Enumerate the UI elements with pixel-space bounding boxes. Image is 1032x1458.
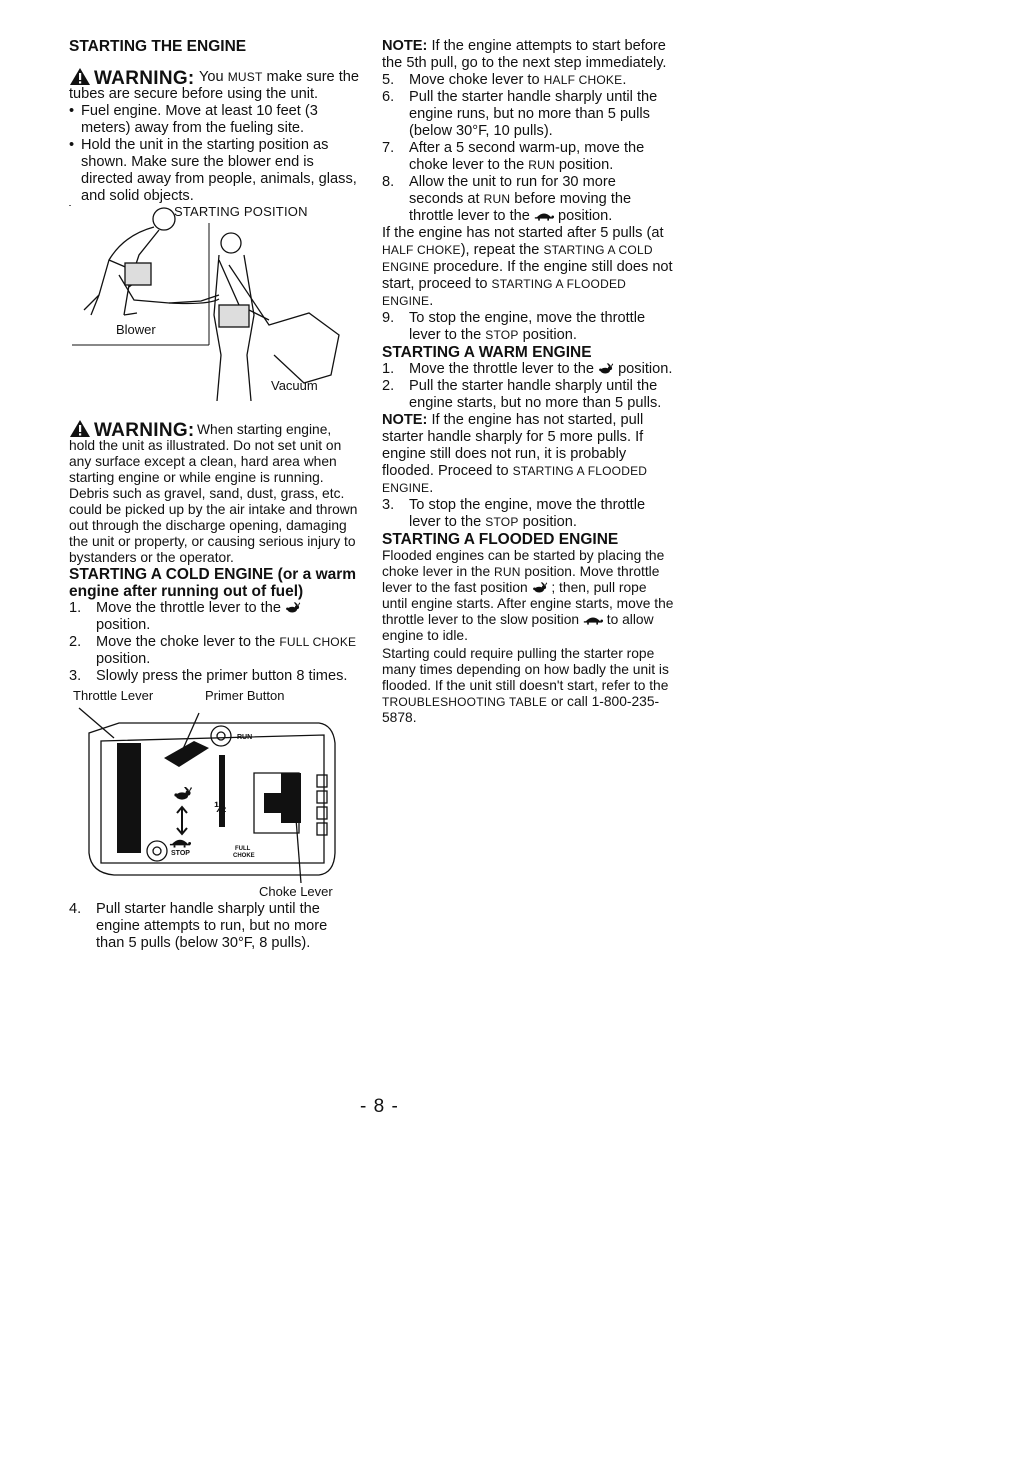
turtle-slow-icon (534, 211, 554, 221)
rabbit-fast-icon (285, 602, 301, 614)
heading-starting-engine: STARTING THE ENGINE (69, 38, 247, 55)
rabbit-fast-icon (598, 363, 614, 375)
cold-steps (69, 600, 359, 685)
throttle-lever-caption: Throttle Lever (73, 688, 154, 703)
list-item: • Fuel engine. Move at least 10 feet (3 meters) away from the fueling site. (69, 103, 359, 137)
list-item: 8. Allow the unit to run for 30 more seconds at RUN before moving the throttle lever to the position. (382, 174, 632, 224)
warning-label: WARNING: (94, 68, 195, 89)
heading-flooded-engine: STARTING A FLOODED ENGINE (382, 531, 619, 548)
list-item: 6. Pull the starter handle sharply until the engine runs, but no more than 5 pulls (below 30°F, 10 pulls). (382, 89, 658, 139)
warning1-text: You MUST make sure the tubes are secure before using the unit. (69, 69, 360, 102)
figure-title: STARTING POSITION (174, 204, 308, 219)
warning-triangle-icon (69, 419, 91, 438)
heading-cold-engine: STARTING A COLD ENGINE (or a warm engine after running out of fuel) (69, 566, 357, 600)
half-label: ½ (214, 799, 227, 816)
choke-label: CHOKE (233, 853, 255, 859)
run-label: RUN (237, 734, 253, 741)
list-item: 3. Slowly press the primer button 8 times. (69, 668, 348, 684)
list-item: 2. Pull the starter handle sharply until the engine starts, but no more than 5 pulls. (382, 378, 662, 411)
list-item: 4. Pull starter handle sharply until the engine attempts to run, but no more than 5 pulls (below 30°F, 8 pulls). (69, 901, 328, 951)
note-1: NOTE: If the engine attempts to start before the 5th pull, go to the next step immediately. (382, 38, 667, 71)
list-item: 3. To stop the engine, move the throttle lever to the STOP position. (382, 497, 646, 530)
turtle-slow-icon (583, 615, 603, 625)
left-column (69, 38, 359, 952)
stop-label: STOP (171, 850, 190, 857)
warm-stop-step (382, 497, 674, 531)
primer-button-caption: Primer Button (205, 688, 285, 703)
vacuum-caption: Vacuum (271, 378, 318, 393)
note-2: NOTE: If the engine has not started, pull starter handle sharply for 5 more pulls. If engine still does not run, it is probably flooded. Proceed to STARTING A FLOODED ENGINE. (382, 412, 648, 496)
blower-caption: Blower (116, 322, 156, 337)
warning-label: WARNING: (94, 420, 195, 441)
cold-steps-continued (69, 901, 359, 952)
list-item: 1. Move the throttle lever to the position. (69, 600, 359, 634)
page-number: - 8 - (360, 1096, 399, 1117)
fuel-bullets (69, 103, 359, 205)
choke-lever-caption: Choke Lever (259, 884, 333, 899)
list-item: 2. Move the choke lever to the FULL CHOKE position. (69, 634, 357, 667)
list-item: 5. Move choke lever to HALF CHOKE. (382, 72, 627, 88)
cold-steps-right (382, 72, 674, 225)
warm-steps (382, 361, 674, 412)
list-item: • Hold the unit in the starting position as shown. Make sure the blower end is directed away from people, animals, glass, and solid objects. (69, 137, 359, 205)
list-item: 7. After a 5 second warm-up, move the choke lever to the RUN position. (382, 140, 645, 173)
warning-triangle-icon (69, 67, 91, 86)
full-label: FULL (235, 846, 251, 852)
starting-position-figure (69, 205, 359, 413)
warning2-text: When starting engine, hold the unit as illustrated. Do not set unit on any surface except a clean, hard area when starting engine or while engine is running. Debris such as gravel, sand, dust, grass, etc. could be picked up by the air intake and thrown out through the discharge opening, damaging the unit or property, or causing serious injury to bystanders or the operator. (69, 422, 358, 565)
list-item: 1. Move the throttle lever to the position. (382, 361, 673, 377)
stop-step (382, 310, 674, 344)
controls-figure (69, 687, 359, 899)
heading-warm-engine: STARTING A WARM ENGINE (382, 344, 592, 361)
list-item: 9. To stop the engine, move the throttle lever to the STOP position. (382, 310, 646, 343)
right-column (382, 38, 674, 726)
flooded-paragraph-1: Flooded engines can be started by placing the choke lever in the RUN position. Move throttle lever to the fast position ; then, pull rope until engine starts. After engine starts, move the throttle lever to the slow position to allow engine to idle. (382, 548, 674, 643)
flooded-paragraph-2: Starting could require pulling the starter rope many times depending on how badly the unit is flooded. If the unit still doesn't start, refer to the TROUBLESHOOTING TABLE or call 1-800-235-5878. (382, 646, 669, 725)
rabbit-fast-icon (532, 582, 548, 594)
paragraph-retry: If the engine has not started after 5 pulls (at HALF CHOKE), repeat the STARTING A COLD ENGINE procedure. If the engine still does not start, proceed to STARTING A FLOODED ENGINE. (382, 225, 673, 309)
